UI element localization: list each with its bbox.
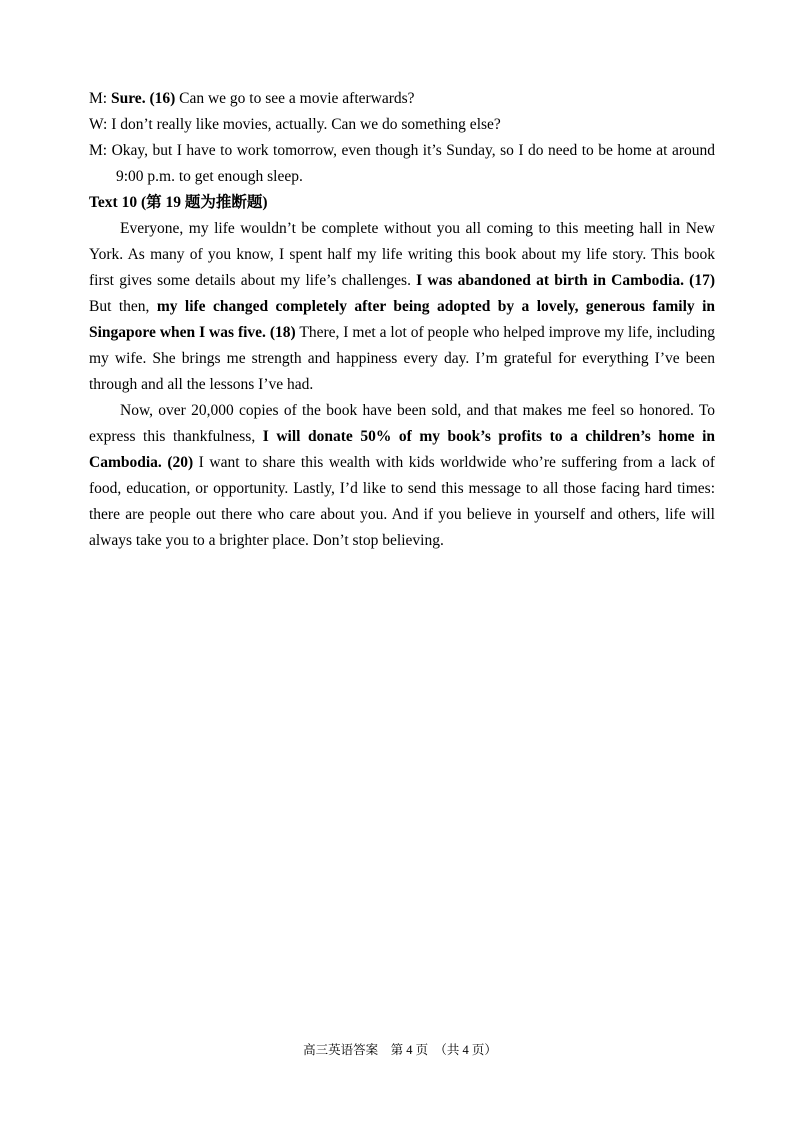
- page-footer: 高三英语答案 第 4 页 （共 4 页）: [303, 1043, 497, 1057]
- text-segment: Can we go to see a movie afterwards?: [175, 90, 415, 107]
- text-segment: Everyone, my life wouldn’t be complete without you all coming to this meeting hall in New York. As many of you know, I spent half my life writing this book about my life story. This book first gives some details about my life’s challenges.: [89, 220, 715, 289]
- bold-text-segment: I was abandoned at birth in Cambodia. (17): [416, 272, 715, 289]
- text-segment: M:: [89, 90, 111, 107]
- bold-text-segment: Sure. (16): [110, 90, 176, 107]
- dialog-line-w-movies: [89, 112, 715, 138]
- bold-text-segment: Text 10 (第 19 题为推断题): [89, 194, 268, 211]
- text10-paragraph-1: [89, 216, 715, 398]
- text10-heading: [89, 190, 715, 216]
- text-segment: But then,: [89, 298, 157, 315]
- bold-text-segment: I will donate 50% of my book’s profits to a children’s home in Cambodia. (20): [89, 428, 715, 471]
- text-segment: I want to share this wealth with kids worldwide who’re suffering from a lack of food, education, or opportunity. Lastly, I’d like to send this message to all those facing hard times: there are people out there who care about you. And if you believe in yourself and others, life will always take you to a brighter place. Don’t stop believing.: [89, 454, 715, 549]
- text-segment: Now, over 20,000 copies of the book have been sold, and that makes me feel so honored. To express this thankfulness,: [89, 402, 715, 445]
- text-segment: W: I don’t really like movies, actually. Can we do something else?: [89, 116, 501, 133]
- dialog-line-m-sure: [89, 86, 715, 112]
- bold-text-segment: my life changed completely after being adopted by a lovely, generous family in Singapore when I was five. (18): [89, 298, 716, 341]
- text10-paragraph-2: [89, 398, 715, 554]
- page-content: [89, 86, 715, 554]
- text-segment: M: Okay, but I have to work tomorrow, even though it’s Sunday, so I do need to be home at around 9:00 p.m. to get enough sleep.: [89, 142, 715, 185]
- text-segment: There, I met a lot of people who helped improve my life, including my wife. She brings me strength and happiness every day. I’m grateful for everything I’ve been through and all the lessons I’ve had.: [89, 324, 716, 393]
- dialog-line-m-okay: [89, 138, 715, 190]
